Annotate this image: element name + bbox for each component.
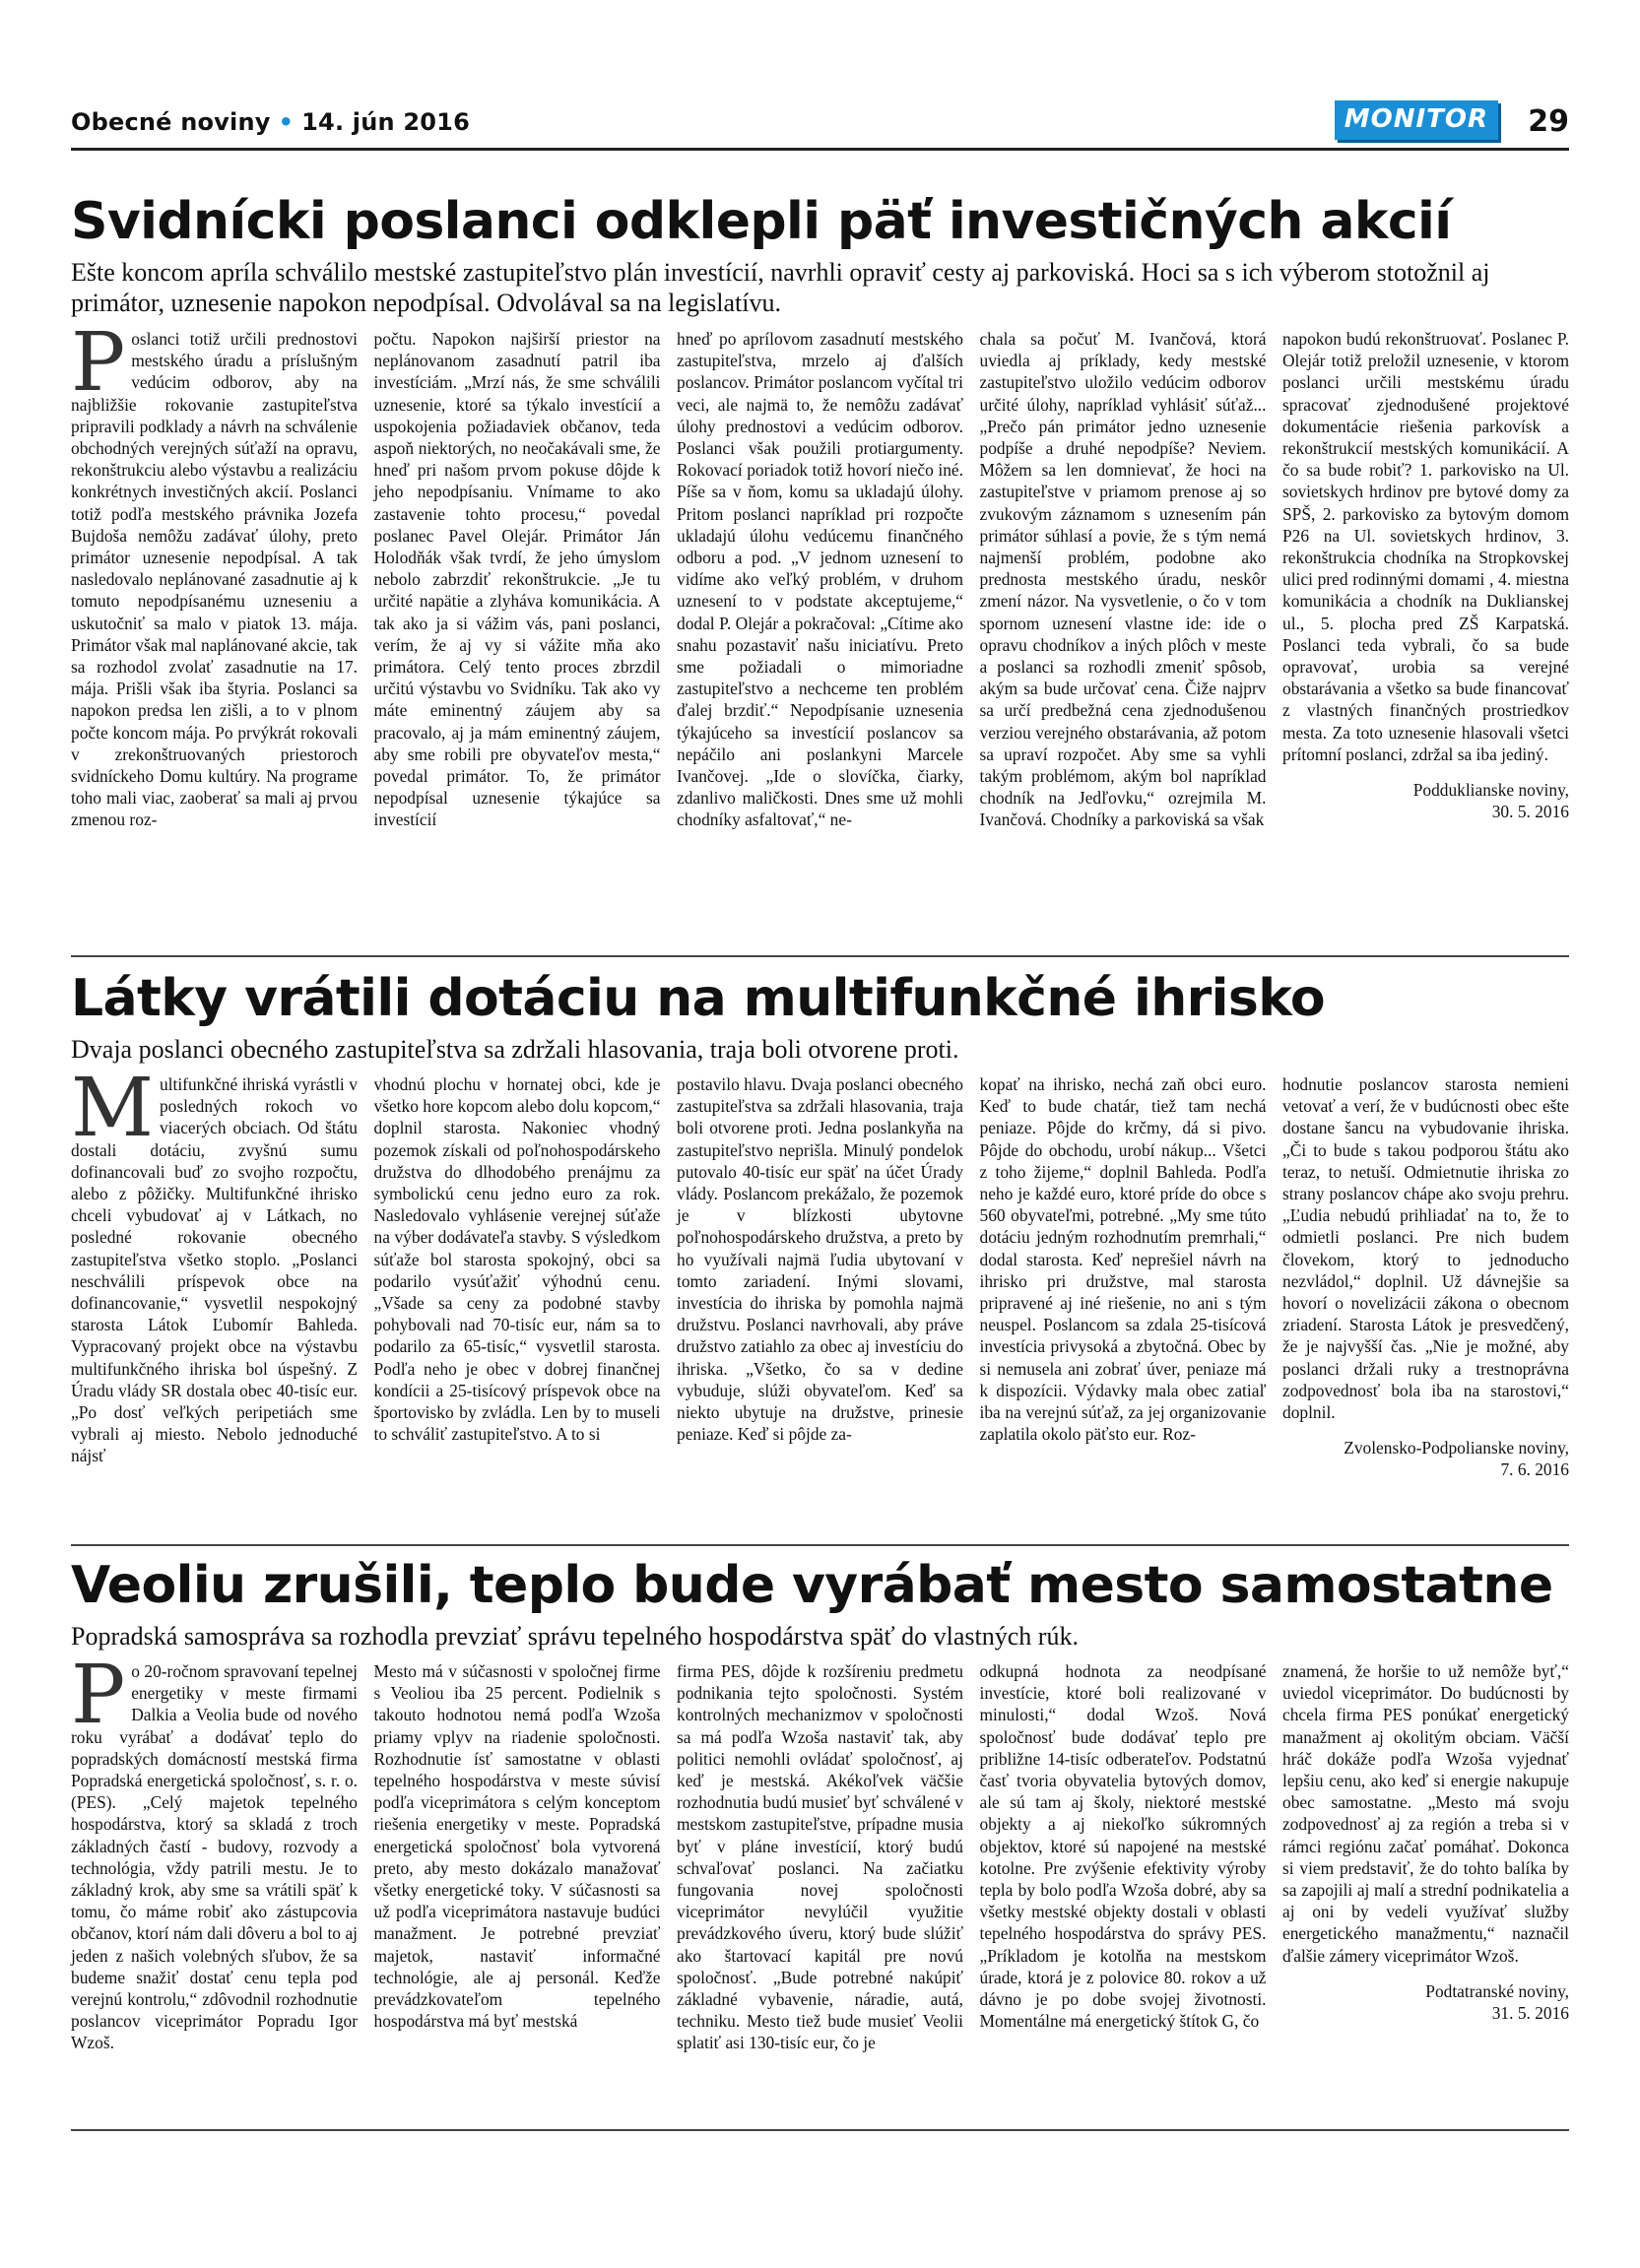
article-lead: Ešte koncom apríla schválilo mestské zastupiteľstvo plán investícií, navrhli opraviť cesty aj parkoviská. Hoci sa s ich výberom stotožnil aj primátor, uznesenie napokon nepodpísal. Odvolával sa na legislatívu. xyxy=(71,258,1490,317)
source-name: Podduklianske noviny, xyxy=(1412,780,1569,801)
drop-cap: M xyxy=(71,1062,154,1155)
column-text: vhodnú plochu v hornatej obci, kde je všetko hore kopcom alebo dolu kopcom,“ doplnil starosta. Nakoniec vhodný pozemok získali od poľnohospodárskeho družstva do dlhodobého prenájmu za symbolickú cenu jedno euro za rok. Nasledovalo vyhlásenie verejnej súťaže na výber dodávateľa stavby. S výsledkom súťaže bol starosta spokojný, obci sa podarilo vysúťažiť výhodnú cenu. „Všade sa ceny za podobné stavby pohybovali nad 70-tisíc eur, nám sa to podarilo za 65-tisíc,“ vysvetlil starosta. Podľa neho je obec v dobrej finančnej kondícii a 25-tisícový príspevok obce na športovisko by zvládla. Len by to museli to schváliť zastupiteľstvo. A to si xyxy=(373,1074,661,1445)
article-column xyxy=(374,328,661,831)
article-source xyxy=(1282,779,1569,822)
article-headline: Svidnícki poslanci odklepli päť investičných akcií xyxy=(71,192,1452,251)
article-columns xyxy=(71,316,1569,831)
article-source xyxy=(1282,1980,1569,2024)
article-column xyxy=(1282,1660,1569,2054)
bullet-separator: • xyxy=(278,108,295,136)
column-text: napokon budú rekonštruovať. Poslanec P. Olejár totiž preložil uznesenie, v ktorom poslanci určili mestskému úradu spracovať zjednodušené projektové dokumentácie riešenia parkovísk a rekonštrukcií mestských komunikácií. A čo sa bude robiť? 1. parkovisko na Ul. sovietskych hrdinov pre bytové domy za SPŠ, 2. parkovisko za bytovým domom P26 na Ul. sovietskych hrdinov, 3. rekonštrukcia chodníka na Stropkovskej ulici pred rodinnými domami , 4. miestna komunikácia a chodník na Duklianskej ul., 5. plocha pred ZŠ Karpatská. Poslanci teda vybrali, čo sa bude opravovať, urobia sa verejné obstarávania a všetko sa bude financovať z vlastných finančných prostriedkov mesta. Za toto uznesenie hlasovali všetci prítomní poslanci, zdržal sa iba jediný. xyxy=(1282,329,1569,764)
source-name: Zvolensko-Podpolianske noviny, xyxy=(1344,1438,1569,1458)
section-label: MONITOR xyxy=(1335,100,1498,140)
column-text: chala sa počuť M. Ivančová, ktorá uviedla aj príklady, kedy mestské zastupiteľstvo uložilo vedúcim odborov určité úlohy, napríklad vyhlásiť súťaž... „Prečo pán primátor jedno uznesenie podpíše a druhé nepodpíše? Neviem. Môžem sa len domnievať, že hoci na zastupiteľstve v priamom prenose aj so zvukovým záznamom s uznesením pán primátor súhlasí a povie, že s tým nemá najmenší problém, podobne ako prednosta mestského úradu, neskôr zmení názor. Na vysvetlenie, o čo v tom spornom uznesení vlastne ide: ide o opravu chodníkov a iných plôch v meste a poslanci sa rozhodli zmeniť spôsob, akým sa bude určovať cena. Čiže najprv sa určí predbežná cena zjednodušenou verziou verejného obstarávania, až potom sa upraví rozpočet. Aby sme sa vyhli takým problémom, akým bol napríklad chodník na Jedľovku,“ ozrejmila M. Ivančová. Chodníky a parkoviská sa však xyxy=(979,329,1267,830)
article-divider xyxy=(71,1544,1569,1546)
article-column xyxy=(71,1649,358,2054)
article-latky xyxy=(71,969,1569,1480)
article-column xyxy=(980,328,1267,831)
source-date: 7. 6. 2016 xyxy=(1500,1459,1569,1480)
article-svidnik xyxy=(71,192,1569,830)
article-divider xyxy=(71,955,1569,957)
drop-cap: P xyxy=(71,1649,126,1742)
article-source xyxy=(1282,1437,1569,1480)
article-column xyxy=(980,1660,1267,2054)
article-column xyxy=(71,316,358,831)
article-column xyxy=(677,1660,963,2054)
column-text: kopať na ihrisko, nechá zaň obci euro. Keď to bude chatár, tiež tam nechá peniaze. Pôjde do krčmy, dá si pivo. Pôjde do obchodu, urobí nákup... Všetci z toho žijeme,“ doplnil Bahleda. Podľa neho je každé euro, ktoré príde do obce s 560 obyvateľmi, potrebné. „My sme túto dotáciu jedným rozhodnutím premrhali,“ dodal starosta. Keď neprešiel návrh na ihrisko pri družstve, mal starosta pripravené aj iné riešenie, no ani s tým neuspel. Poslancom sa zdala 25-tisícová investícia privysoká a zbytočná. Obec by si nemusela ani zobrať úver, peniaze má k dispozícii. Výdavky mala obec zatiaľ iba na verejnú súťaž, za jej organizovanie zaplatila okolo päťsto eur. Roz- xyxy=(979,1074,1267,1445)
source-name: Podtatranské noviny, xyxy=(1425,1980,1569,2001)
article-poprad xyxy=(71,1556,1569,2053)
column-text: hodnutie poslancov starosta nemieni vetovať a verí, že v budúcnosti obec ešte dostane šancu na vybudovanie ihriska. „Či to bude s takou podporou štátu ako teraz, to netuší. Odmietnutie ihriska zo strany poslancov chápe ako svoju prehru. „Ľudia nebudú prihliadať na to, že to odmietli poslanci. Pre nich budem človekom, ktorý to jednoducho nezvládol,“ doplnil. Už dávnejšie sa hovorí o novelizácii zákona o obecnom zriadení. Starosta Látok je presvedčený, že je najvyšší čas. „Nie je možné, aby poslanci držali ruky a trestnoprávna zodpovednosť bola iba na starostovi,“ doplnil. xyxy=(1282,1074,1569,1423)
article-column xyxy=(677,328,963,831)
article-column xyxy=(374,1660,661,2054)
article-column xyxy=(677,1073,963,1481)
page-number: 29 xyxy=(1528,104,1569,139)
column-text: ultifunkčné ihriská vyrástli v posledných rokoch vo viacerých obciach. Od štátu dostali dotáciu, zvyšnú sumu dofinancovali buď zo svojho rozpočtu, alebo z pôžičky. Multifunkčné ihrisko chceli vybudovať aj v Látkach, no posledné rokovanie obecného zastupiteľstva všetko stoplo. „Poslanci neschválili príspevok obce na dofinancovanie,“ vysvetlil nespokojný starosta Látok Ľubomír Bahleda. Vypracovaný projekt obce na výstavbu multifunkčného ihriska bol úspešný. Z Úradu vlády SR dostala obec 40-tisíc eur. „Po dosť veľkých peripetiách sme vybrali aj miesto. Nebolo jednoduché nájsť xyxy=(71,1074,358,1466)
column-text: znamená, že horšie to už nemôže byť,“ uviedol viceprimátor. Do budúcnosti by chcela firma PES ponúkať energetický manažment aj okolitým obciam. Väčší hráč dokáže podľa Wzoša vyjednať lepšiu cenu, ako keď si energie nakupuje obec samostatne. „Mesto má svoju zodpovednosť aj za región a treba si v rámci regiónu začať pomáhať. Dokonca si viem predstaviť, že do tohto balíka by sa zapojili aj malí a strední podnikatelia a aj oni by vedeli využívať služby energetického manažmentu,“ naznačil ďalšie zámery viceprimátor Wzoš. xyxy=(1282,1661,1569,1966)
source-date: 31. 5. 2016 xyxy=(1491,2003,1569,2024)
article-headline: Veoliu zrušili, teplo bude vyrábať mesto samostatne xyxy=(71,1556,1553,1615)
article-divider xyxy=(71,2129,1569,2131)
page-header xyxy=(71,98,1569,151)
issue-date: 14. jún 2016 xyxy=(301,108,470,136)
column-text: oslanci totiž určili prednostovi mestského úradu a príslušným vedúcim odborov, aby na najbližšie rokovanie zastupiteľstva pripravili podklady a návrh na schválenie obchodných verejných súťaží na opravu, rekonštrukciu alebo výstavbu a realizáciu konkrétnych investičných akcií. Poslanci totiž podľa mestského právnika Jozefa Bujdoša nemôžu zadávať úlohy, preto primátor uznesenie nepodpísal. A tak nasledovalo neplánované zasadnutie aj k tomuto nepodpísanému uzneseniu a uskutočniť sa malo v piatok 13. mája. Primátor však mal naplánované akcie, tak sa rozhodol zvolať zasadnutie na 17. mája. Prišli však iba štyria. Poslanci sa napokon predsa len zišli, a to v plnom počte koncom mája. Po prvýkrát rokovali v zrekonštruovaných priestoroch svidníckeho Domu kultúry. Na programe toho mali viac, zaoberať sa mali aj prvou zmenou roz- xyxy=(71,329,358,830)
column-text: postavilo hlavu. Dvaja poslanci obecného zastupiteľstva sa zdržali hlasovania, traja boli otvorene proti. Jedna poslankyňa na zastupiteľstvo neprišla. Minulý pondelok putovalo 40-tisíc eur späť na účet Úrady vlády. Poslancom prekážalo, že pozemok je v blízkosti ubytovne poľnohospodárskeho družstva, a preto by ho využívali najmä ľudia ubytovaní v tomto zariadení. Inými slovami, investícia do ihriska by pomohla najmä družstvu. Poslanci navrhovali, aby práve družstvo zatiahlo za obec aj investíciu do ihriska. „Všetko, čo sa v dedine vybuduje, slúži obyvateľom. Keď sa niekto ubytuje na družstve, prinesie peniaze. Keď si pôjde za- xyxy=(677,1074,963,1445)
newspaper-page xyxy=(71,98,1569,2053)
article-lead: Popradská samospráva sa rozhodla prevziať správu tepelného hospodárstva späť do vlastných rúk. xyxy=(71,1622,1079,1651)
article-lead: Dvaja poslanci obecného zastupiteľstva sa zdržali hlasovania, traja boli otvorene proti. xyxy=(71,1035,959,1064)
article-columns xyxy=(71,1649,1569,2054)
article-column xyxy=(980,1073,1267,1481)
column-text: hneď po aprílovom zasadnutí mestského zastupiteľstva, mrzelo aj ďalších poslancov. Primátor poslancom vyčítal tri veci, ale najmä to, že nemôžu zadávať úlohy prednostovi a vedúcim odborov. Poslanci však použili protiargumenty. Rokovací poriadok totiž hovorí niečo iné. Píše sa v ňom, komu sa ukladajú úlohy. Pritom poslanci napríklad pri rozpočte ukladajú úlohu vedúcemu finančného odboru a pod. „V jednom uznesení to vidíme ako veľký problém, v druhom uznesení to v podstate akceptujeme,“ dodal P. Olejár a pokračoval: „Cítime ako snahu pozastaviť našu iniciatívu. Preto sme požiadali o mimoriadne zastupiteľstvo a nechceme ten problém ďalej brzdiť.“ Nepodpísanie uznesenia týkajúceho sa investícií poslancov sa nepáčilo ani poslankyni Marcele Ivančovej. „Ide o slovíčka, čiarky, zdanlivo maličkosti. Dnes sme už mohli chodníky asfaltovať,“ ne- xyxy=(677,329,963,830)
article-column xyxy=(374,1073,661,1481)
article-columns xyxy=(71,1062,1569,1481)
article-column xyxy=(1282,1073,1569,1481)
column-text: Mesto má v súčasnosti v spoločnej firme s Veoliou iba 25 percent. Podielnik s takouto hodnotou nemá podľa Wzoša priamy vplyv na riadenie spoločnosti. Rozhodnutie ísť samostatne v oblasti tepelného hospodárstva v meste súvisí podľa viceprimátora s celým konceptom riešenia energetiky v meste. Popradská energetická spoločnosť bola vytvorená preto, aby mesto dokázalo manažovať všetky energetické toky. V súčasnosti sa už podľa viceprimátora nastavuje budúci manažment. Je potrebné prevziať majetok, nastaviť informačné technológie, ale aj personál. Keďže prevádzkovateľom tepelného hospodárstva má byť mestská xyxy=(373,1661,661,2032)
column-text: odkupná hodnota za neodpísané investície, ktoré boli realizované v minulosti,“ dodal Wzoš. Nová spoločnosť bude dodávať teplo pre približne 14-tisíc odberateľov. Podstatnú časť tvoria obyvatelia bytových domov, ale sú tam aj školy, niektoré mestské objekty a aj niekoľko súkromných objektov, ktoré sú napojené na mestské kotolne. Pre zvýšenie efektivity výroby tepla by bolo podľa Wzoša dobré, aby sa všetky mestské objekty dostali v oblasti tepelného hospodárstva do správy PES. „Príkladom je kotolňa na mestskom úrade, ktorá je z polovice 80. rokov a už dávno je po dobe svojej životnosti. Momentálne má energetický štítok G, čo xyxy=(979,1661,1267,2032)
article-headline: Látky vrátili dotáciu na multifunkčné ihrisko xyxy=(71,969,1325,1028)
article-column xyxy=(71,1062,358,1481)
source-date: 30. 5. 2016 xyxy=(1491,802,1569,822)
publication-name: Obecné noviny xyxy=(71,108,271,136)
column-text: počtu. Napokon najširší priestor na neplánovanom zasadnutí patril iba investíciám. „Mrzí nás, že sme schválili uznesenie, ktoré sa týkalo investícií a uspokojenia požiadaviek občanov, teda aspoň niektorých, no neočakávali sme, že hneď pri našom prvom pokuse dôjde k jeho nepodpísaniu. Vnímame to ako zastavenie tohto procesu,“ povedal poslanec Pavel Olejár. Primátor Ján Holodňák však tvrdí, že jeho úmyslom nebolo zabrzdiť rekonštrukcie. „Je tu určité napätie a zlyháva komunikácia. A tak ako ja si vážim vás, pani poslanci, verím, že aj vy si vážite mňa ako primátora. Celý tento proces zbrzdil určitú výstavbu vo Svidníku. Tak ako vy máte eminentný záujem aby sa pracovalo, aj ja mám eminentný záujem, aby sme robili pre obyvateľov mesta,“ povedal primátor. To, že primátor nepodpísal uznesenie týkajúce sa investícií xyxy=(373,329,661,830)
article-column xyxy=(1282,328,1569,831)
publication-line xyxy=(71,108,470,136)
column-text: firma PES, dôjde k rozšíreniu predmetu podnikania tejto spoločnosti. Systém kontrolných mechanizmov v spoločnosti sa má podľa Wzoša nastaviť tak, aby politici nemohli ovládať spoločnosť, aj keď je mestská. Akékoľvek väčšie rozhodnutia budú musieť byť schválené v mestskom zastupiteľstve, prípadne musia byť v pláne investícií, ktorý budú schvaľovať poslanci. Na začiatku fungovania novej spoločnosti viceprimátor nevylúčil využitie prevádzkového úveru, ktorý bude slúžiť ako štartovací kapitál pre novú spoločnosť. „Bude potrebné nakúpiť základné vybavenie, náradie, autá, techniku. Mesto tiež bude musieť Veolii splatiť asi 130-tisíc eur, čo je xyxy=(677,1661,963,2053)
column-text: o 20-ročnom spravovaní tepelnej energetiky v meste firmami Dalkia a Veolia bude od nového roku vyrábať a dodávať teplo do popradských domácností mestská firma Popradská energetická spoločnosť, s. r. o. (PES). „Celý majetok tepelného hospodárstva, ktorý sa skladá z troch základných častí - budovy, rozvody a technológia, vždy patrili mestu. Je to základný krok, aby sme sa vrátili späť k tomu, čo máme robiť ako zástupcovia občanov, ktorí nám dali dôveru a bol to aj jeden z našich volebných sľubov, že sa budeme snažiť dostať cenu tepla pod verejnú kontrolu,“ zdôvodnil rozhodnutie poslancov viceprimátor Popradu Igor Wzoš. xyxy=(71,1661,358,2053)
drop-cap: P xyxy=(71,316,126,410)
